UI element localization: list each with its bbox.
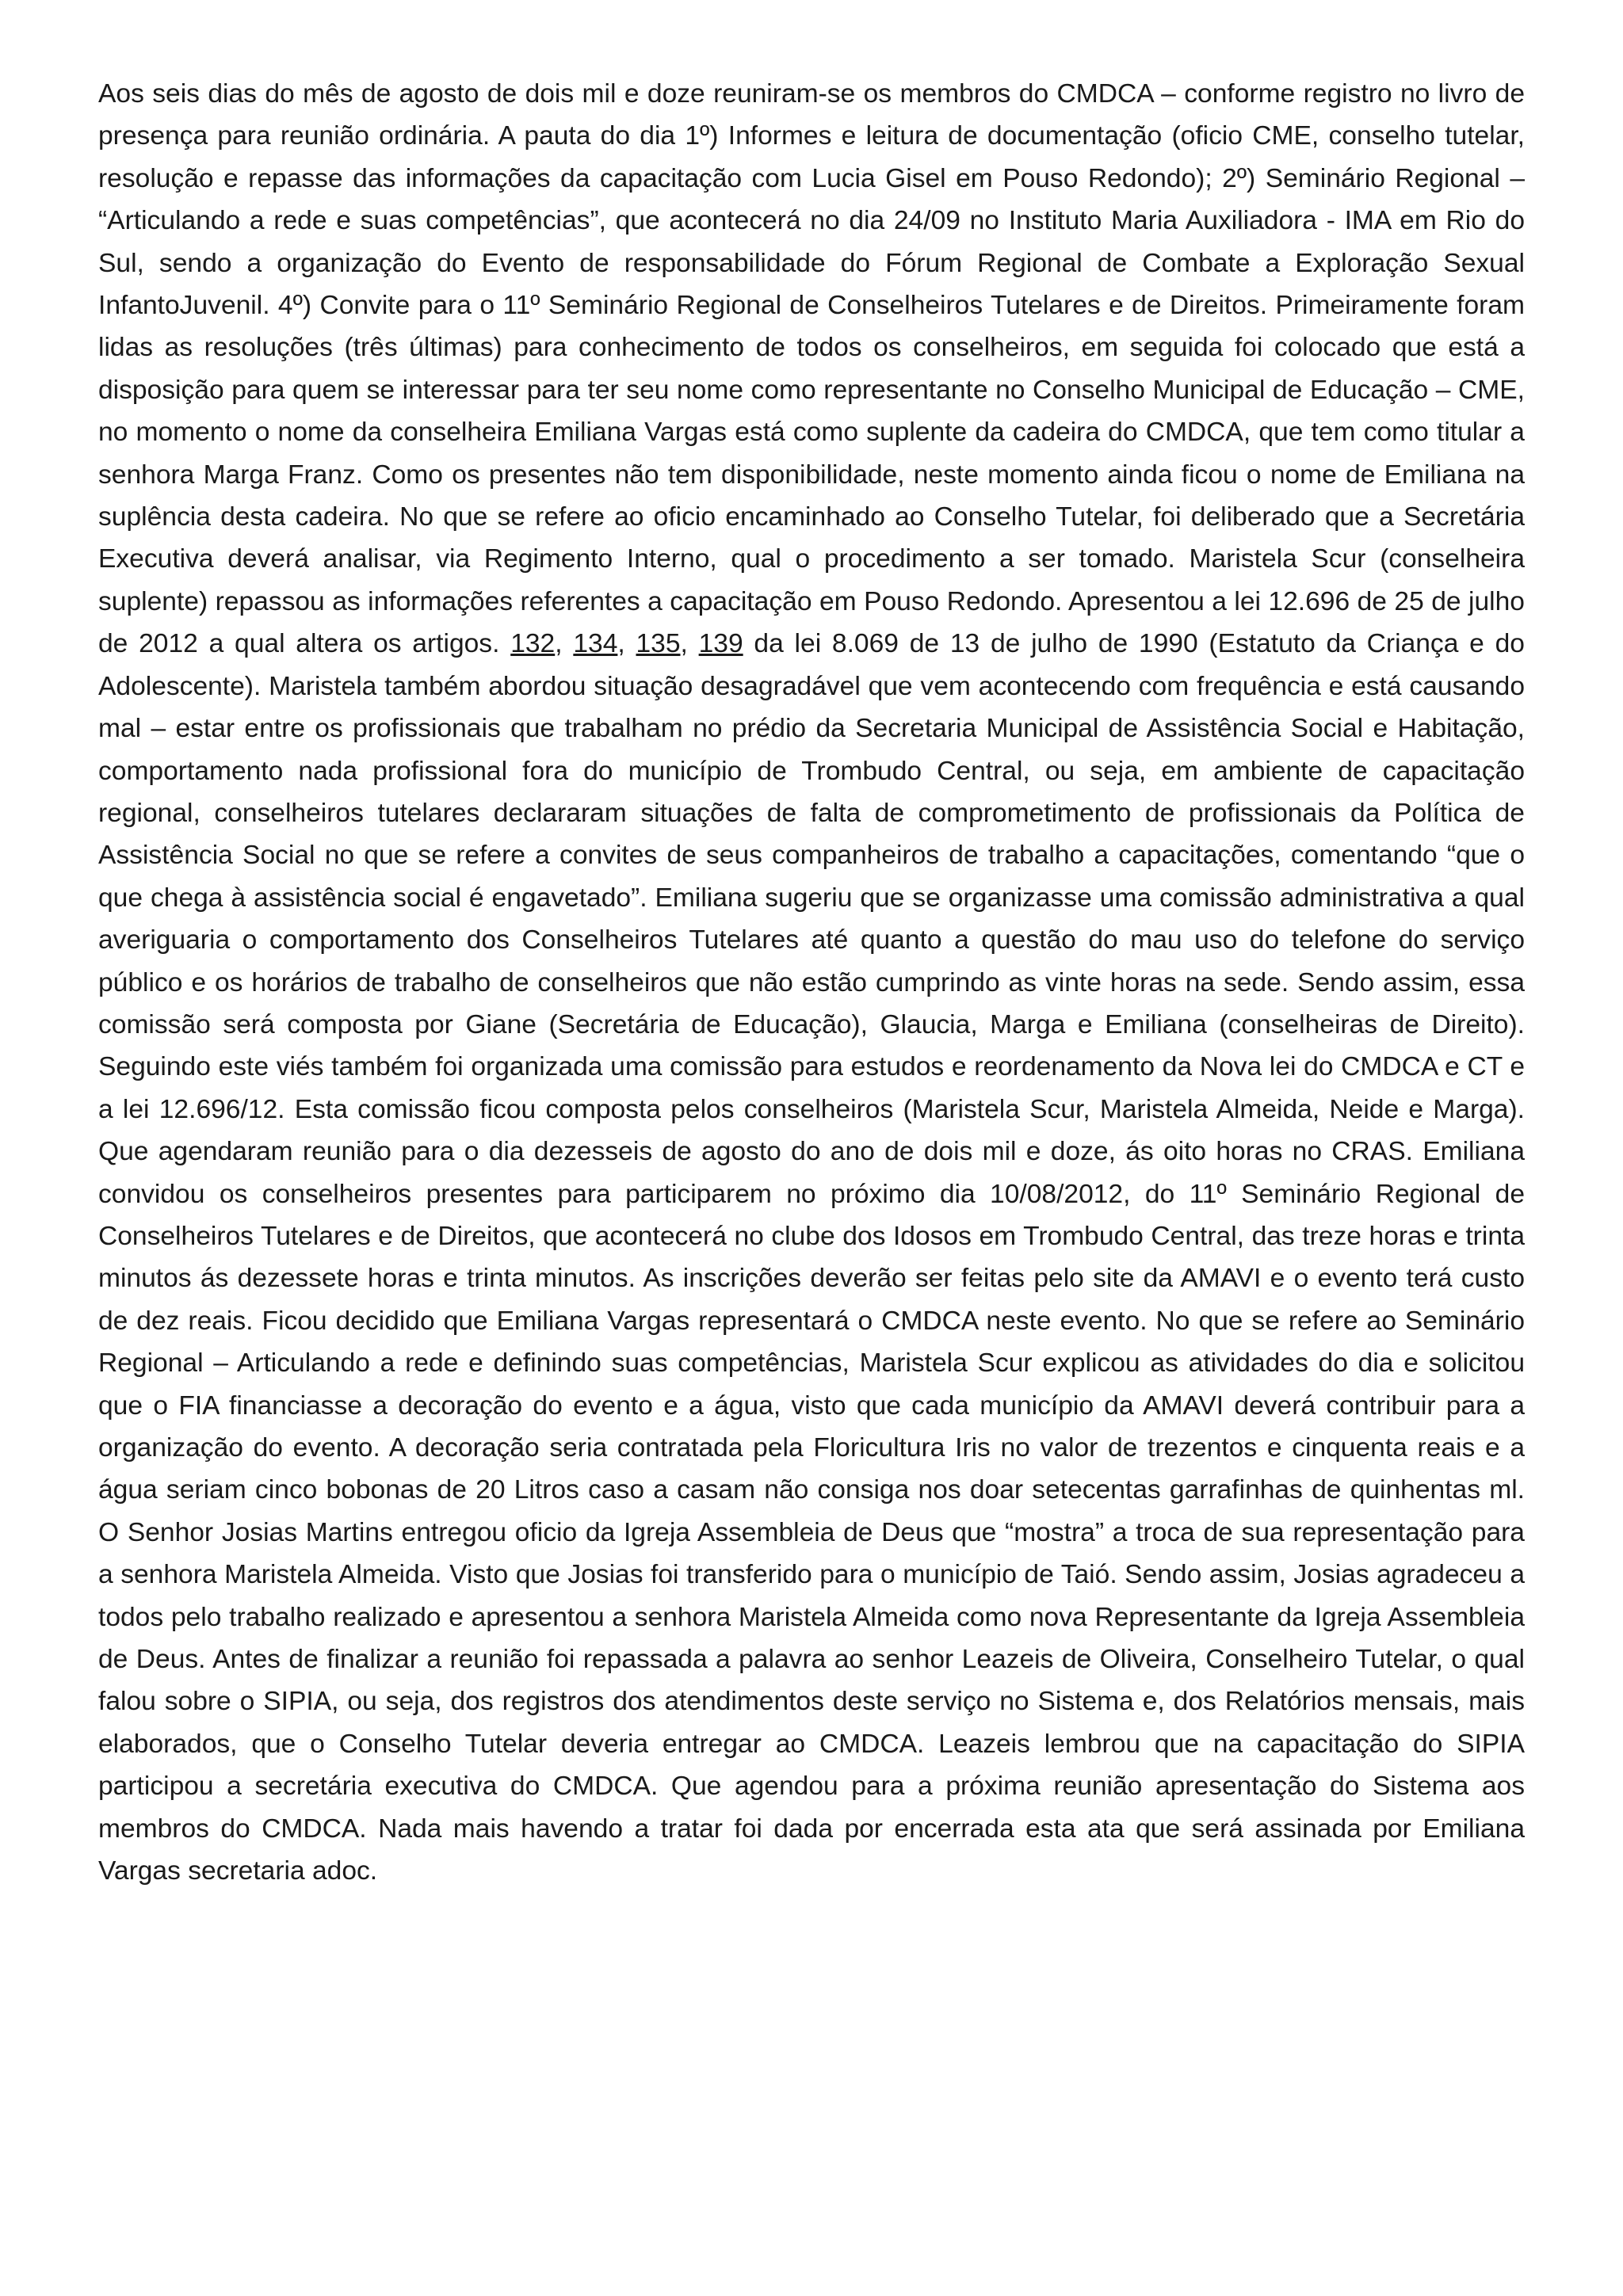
separator: ,: [617, 629, 636, 659]
meeting-minutes-paragraph: [98, 73, 1525, 1892]
article-139-link[interactable]: 139: [698, 629, 743, 659]
article-134-link[interactable]: 134: [573, 629, 618, 659]
separator: ,: [680, 629, 699, 659]
article-132-link[interactable]: 132: [510, 629, 556, 659]
document-page: [98, 73, 1525, 1892]
minutes-text-part-2: da lei 8.069 de 13 de julho de 1990 (Estatuto da Criança e do Adolescente). Maristela também abordou situação desagradável que vem acontecendo com frequência e está causando mal – estar entre os profissionais que trabalham no prédio da Secretaria Municipal de Assistência Social e Habitação, comportamento nada profissional fora do município de Trombudo Central, ou seja, em ambiente de capacitação regional, conselheiros tutelares declararam situações de falta de comprometimento de profissionais da Política de Assistência Social no que se refere a convites de seus companheiros de trabalho a capacitações, comentando “que o que chega à assistência social é engavetado”. Emiliana sugeriu que se organizasse uma comissão administrativa a qual averiguaria o comportamento dos Conselheiros Tutelares até quanto a questão do mau uso do telefone do serviço público e os horários de trabalho de conselheiros que não estão cumprindo as vinte horas na sede. Sendo assim, essa comissão será composta por Giane (Secretária de Educação), Glaucia, Marga e Emiliana (conselheiras de Direito). Seguindo este viés também foi organizada uma comissão para estudos e reordenamento da Nova lei do CMDCA e CT e a lei 12.696/12. Esta comissão ficou composta pelos conselheiros (Maristela Scur, Maristela Almeida, Neide e Marga). Que agendaram reunião para o dia dezesseis de agosto do ano de dois mil e doze, ás oito horas no CRAS. Emiliana convidou os conselheiros presentes para participarem no próximo dia 10/08/2012, do 11º Seminário Regional de Conselheiros Tutelares e de Direitos, que acontecerá no clube dos Idosos em Trombudo Central, das treze horas e trinta minutos ás dezessete horas e trinta minutos. As inscrições deverão ser feitas pelo site da AMAVI e o evento terá custo de dez reais. Ficou decidido que Emiliana Vargas representará o CMDCA neste evento. No que se refere ao Seminário Regional – Articulando a rede e definindo suas competências, Maristela Scur explicou as atividades do dia e solicitou que o FIA financiasse a decoração do evento e a água, visto que cada município da AMAVI deverá contribuir para a organização do evento. A decoração seria contratada pela Floricultura Iris no valor de trezentos e cinquenta reais e a água seriam cinco bobonas de 20 Litros caso a casam não consiga nos doar setecentas garrafinhas de quinhentas ml. O Senhor Josias Martins entregou oficio da Igreja Assembleia de Deus que “mostra” a troca de sua representação para a senhora Maristela Almeida. Visto que Josias foi transferido para o município de Taió. Sendo assim, Josias agradeceu a todos pelo trabalho realizado e apresentou a senhora Maristela Almeida como nova Representante da Igreja Assembleia de Deus. Antes de finalizar a reunião foi repassada a palavra ao senhor Leazeis de Oliveira, Conselheiro Tutelar, o qual falou sobre o SIPIA, ou seja, dos registros dos atendimentos deste serviço no Sistema e, dos Relatórios mensais, mais elaborados, que o Conselho Tutelar deveria entregar ao CMDCA. Leazeis lembrou que na capacitação do SIPIA participou a secretária executiva do CMDCA. Que agendou para a próxima reunião apresentação do Sistema aos membros do CMDCA. Nada mais havendo a tratar foi dada por encerrada esta ata que será assinada por Emiliana Vargas secretaria adoc.: [98, 629, 1525, 1886]
article-135-link[interactable]: 135: [636, 629, 681, 659]
minutes-text-part-1: Aos seis dias do mês de agosto de dois mil e doze reuniram-se os membros do CMDCA – conforme registro no livro de presença para reunião ordinária. A pauta do dia 1º) Informes e leitura de documentação (oficio CME, conselho tutelar, resolução e repasse das informações da capacitação com Lucia Gisel em Pouso Redondo); 2º) Seminário Regional – “Articulando a rede e suas competências”, que acontecerá no dia 24/09 no Instituto Maria Auxiliadora - IMA em Rio do Sul, sendo a organização do Evento de responsabilidade do Fórum Regional de Combate a Exploração Sexual InfantoJuvenil. 4º) Convite para o 11º Seminário Regional de Conselheiros Tutelares e de Direitos. Primeiramente foram lidas as resoluções (três últimas) para conhecimento de todos os conselheiros, em seguida foi colocado que está a disposição para quem se interessar para ter seu nome como representante no Conselho Municipal de Educação – CME, no momento o nome da conselheira Emiliana Vargas está como suplente da cadeira do CMDCA, que tem como titular a senhora Marga Franz. Como os presentes não tem disponibilidade, neste momento ainda ficou o nome de Emiliana na suplência desta cadeira. No que se refere ao oficio encaminhado ao Conselho Tutelar, foi deliberado que a Secretária Executiva deverá analisar, via Regimento Interno, qual o procedimento a ser tomado. Maristela Scur (conselheira suplente) repassou as informações referentes a capacitação em Pouso Redondo. Apresentou a lei 12.696 de 25 de julho de 2012 a qual altera os artigos.: [98, 79, 1525, 659]
separator: ,: [555, 629, 574, 659]
